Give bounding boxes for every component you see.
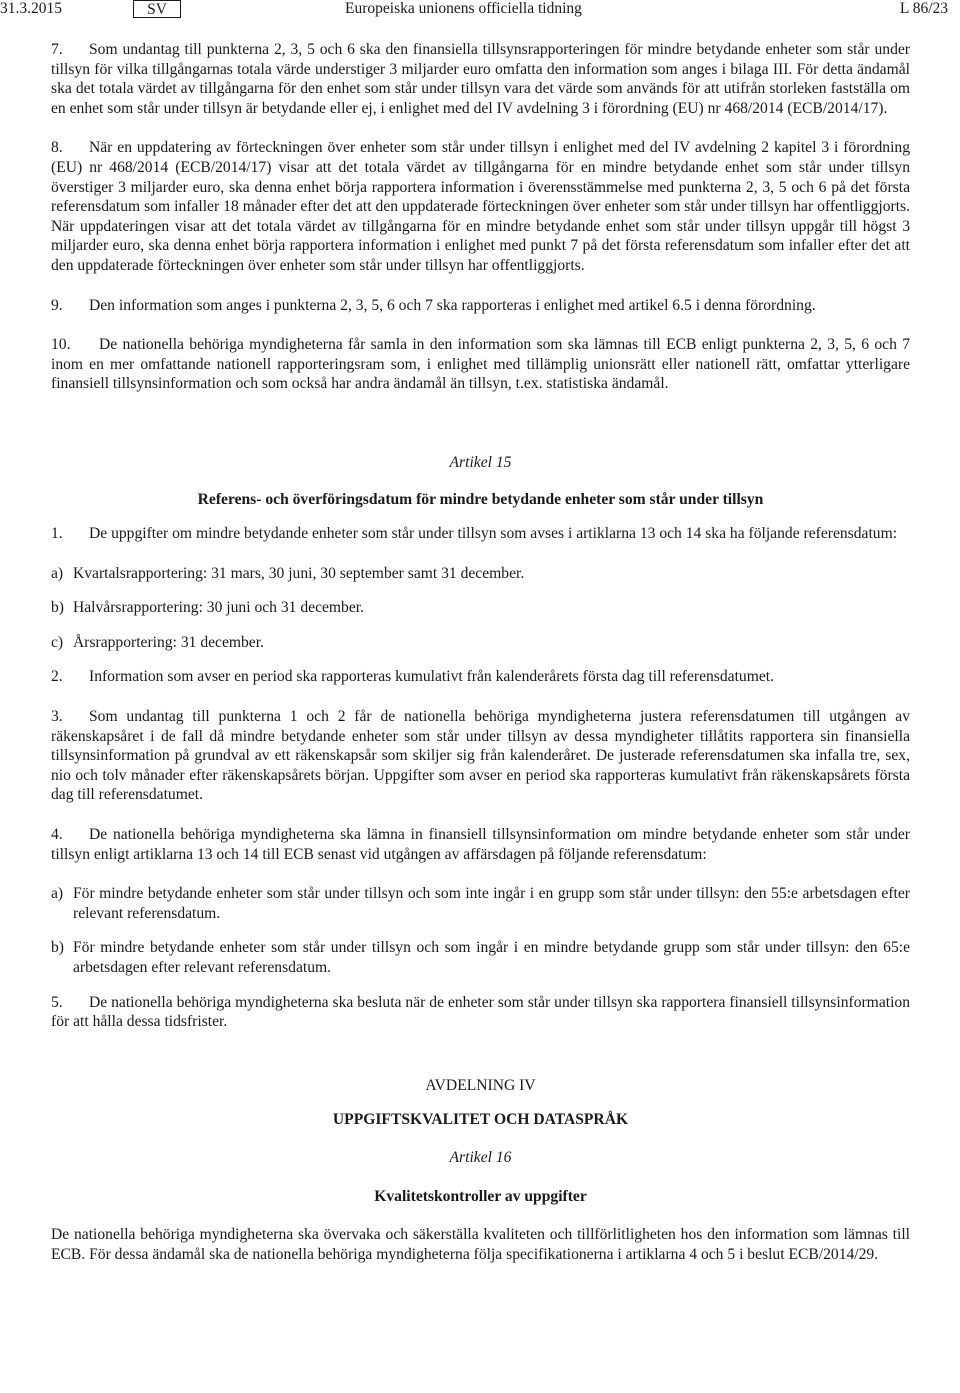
paragraph-number: 10. xyxy=(51,336,71,354)
article-15-paragraph-5 xyxy=(51,993,910,1032)
article-16-text: De nationella behöriga myndigheterna ska övervaka och säkerställa kvaliteten och tillförlitligheten hos den information som lämnas till ECB. För dessa ändamål ska de nationella behöriga myndigheterna följa specifikationerna i artiklarna 4 och 5 i beslut ECB/2014/29. xyxy=(51,1226,910,1263)
language-badge: SV xyxy=(133,0,181,18)
document-body xyxy=(51,40,910,1264)
list-item xyxy=(51,564,910,584)
list-item xyxy=(51,938,910,977)
paragraph-number: 8. xyxy=(51,139,63,157)
paragraph-number: 2. xyxy=(51,668,63,686)
paragraph-text: Som undantag till punkterna 2, 3, 5 och 6 ska den finansiella tillsynsrapporteringen för mindre betydande enheter som står under tillsyn för vilka tillgångarnas totala värde understiger 3 miljarder euro omfatta den information som anges i bilaga III. För detta ändamål ska det totala värdet av tillgångarna för den enhet som står under tillsyn vara det värde som används för att utifrån storleken fastställa om en enhet som står under tillsyn är betydande eller ej, i enlighet med del IV avdelning 3 i förordning (EU) nr 468/2014 (ECB/2014/17). xyxy=(51,41,910,117)
paragraph-text: När en uppdatering av förteckningen över enheter som står under tillsyn i enlighet med del IV avdelning 2 kapitel 3 i förordning (EU) nr 468/2014 (ECB/2014/17) visar att det totala värdet av tillgångarna för en mindre betydande enhet som står under tillsyn överstiger 3 miljarder euro, ska denna enhet börja rapportera information i överensstämmelse med punkterna 2, 3, 5 och 6 på det första referensdatum som infaller 18 månader efter det att den uppdaterade förteckningen över enheter som står under tillsyn har offentliggjorts. När uppdateringen visar att det totala värdet av tillgångarna för en mindre betydande enhet som står under tillsyn uppgår till högst 3 miljarder euro, ska denna enhet börja rapportera information i enlighet med punkt 7 på det första referensdatum som infaller efter det att den uppdaterade förteckningen över enheter som står under tillsyn har offentliggjorts. xyxy=(51,139,910,274)
page-header xyxy=(0,0,960,24)
list-item-text: För mindre betydande enheter som står under tillsyn och som ingår i en mindre betydande grupp som står under tillsyn: den 65:e arbetsdagen efter relevant referensdatum. xyxy=(73,939,910,976)
list-item-label: a) xyxy=(51,885,64,903)
paragraph-8 xyxy=(51,138,910,275)
publication-date: 31.3.2015 xyxy=(0,0,62,17)
paragraph-text: De nationella behöriga myndigheterna får samla in den information som ska lämnas till ECB enligt punkterna 2, 3, 5, 6 och 7 inom en mer omfattande nationell rapporteringsram som, i enlighet med tillämplig unionsrätt eller nationell rätt, omfattar ytterligare finansiell tillsynsinformation och som också har andra ändamål än tillsyn, t.ex. statistiska ändamål. xyxy=(51,336,910,393)
article-15-title: Referens- och överföringsdatum för mindre betydande enheter som står under tillsyn xyxy=(197,490,764,508)
list-item-label: c) xyxy=(51,633,64,651)
paragraph-text: De nationella behöriga myndigheterna ska lämna in finansiell tillsynsinformation om mindre betydande enheter som står under tillsyn enligt artiklarna 13 och 14 till ECB senast vid utgången av affärsdagen på följande referensdatum: xyxy=(51,826,910,863)
part-iv-label: AVDELNING IV xyxy=(425,1076,536,1094)
article-15-paragraph-3 xyxy=(51,707,910,805)
paragraph-number: 9. xyxy=(51,296,63,314)
paragraph-10 xyxy=(51,335,910,394)
list-item xyxy=(51,633,910,653)
list-item-text: För mindre betydande enheter som står under tillsyn och som inte ingår i en grupp som står under tillsyn: den 55:e arbetsdagen efter relevant referensdatum. xyxy=(73,885,910,922)
paragraph-number: 1. xyxy=(51,525,63,543)
paragraph-number: 5. xyxy=(51,993,63,1011)
paragraph-9 xyxy=(51,296,910,316)
article-16-title: Kvalitetskontroller av uppgifter xyxy=(374,1187,587,1205)
article-15-paragraph-2 xyxy=(51,667,910,687)
paragraph-text: Den information som anges i punkterna 2, 3, 5, 6 och 7 ska rapporteras i enlighet med artikel 6.5 i denna förordning. xyxy=(89,296,816,314)
article-16-label: Artikel 16 xyxy=(449,1148,512,1166)
paragraph-text: Som undantag till punkterna 1 och 2 får de nationella behöriga myndigheterna justera referensdatumen till utgången av räkenskapsåret i de fall då mindre betydande enheter som står under tillsyn av dessa myndigheter tillåtits rapportera sin finansiella tillsynsinformation på grundval av ett räkenskapsår som skiljer sig från kalenderåret. De justerade referensdatumen ska infalla tre, sex, nio och tolv månader efter räkenskapsårets början. Uppgifter som avser en period ska rapporteras kumulativt från räkenskapsårets första dag till referensdatumet. xyxy=(51,708,910,804)
page-reference: L 86/23 xyxy=(899,0,948,17)
part-iv-title: UPPGIFTSKVALITET OCH DATASPRÅK xyxy=(332,1111,629,1129)
article-15-label: Artikel 15 xyxy=(449,453,512,471)
journal-title: Europeiska unionens officiella tidning xyxy=(345,0,582,17)
article-15-paragraph-4 xyxy=(51,825,910,864)
paragraph-text: De uppgifter om mindre betydande enheter som står under tillsyn som avses i artiklarna 13 och 14 ska ha följande referensdatum: xyxy=(89,525,898,543)
list-item-text: Årsrapportering: 31 december. xyxy=(73,633,264,651)
paragraph-number: 3. xyxy=(51,708,63,726)
paragraph-text: De nationella behöriga myndigheterna ska besluta när de enheter som står under tillsyn ska rapportera finansiell tillsynsinformation för att hålla dessa tidsfrister. xyxy=(51,993,910,1031)
paragraph-text: Information som avser en period ska rapporteras kumulativt från kalenderårets första dag till referensdatumet. xyxy=(89,668,775,686)
paragraph-number: 7. xyxy=(51,41,63,58)
list-item-label: a) xyxy=(51,564,64,582)
list-item xyxy=(51,598,910,618)
list-item-label: b) xyxy=(51,939,64,957)
list-item-text: Kvartalsrapportering: 31 mars, 30 juni, 30 september samt 31 december. xyxy=(73,564,525,582)
article-15-paragraph-1 xyxy=(51,524,910,544)
list-item xyxy=(51,884,910,923)
list-item-label: b) xyxy=(51,599,64,617)
paragraph-number: 4. xyxy=(51,826,63,844)
list-item-text: Halvårsrapportering: 30 juni och 31 december. xyxy=(73,599,364,617)
paragraph-7 xyxy=(51,40,910,118)
